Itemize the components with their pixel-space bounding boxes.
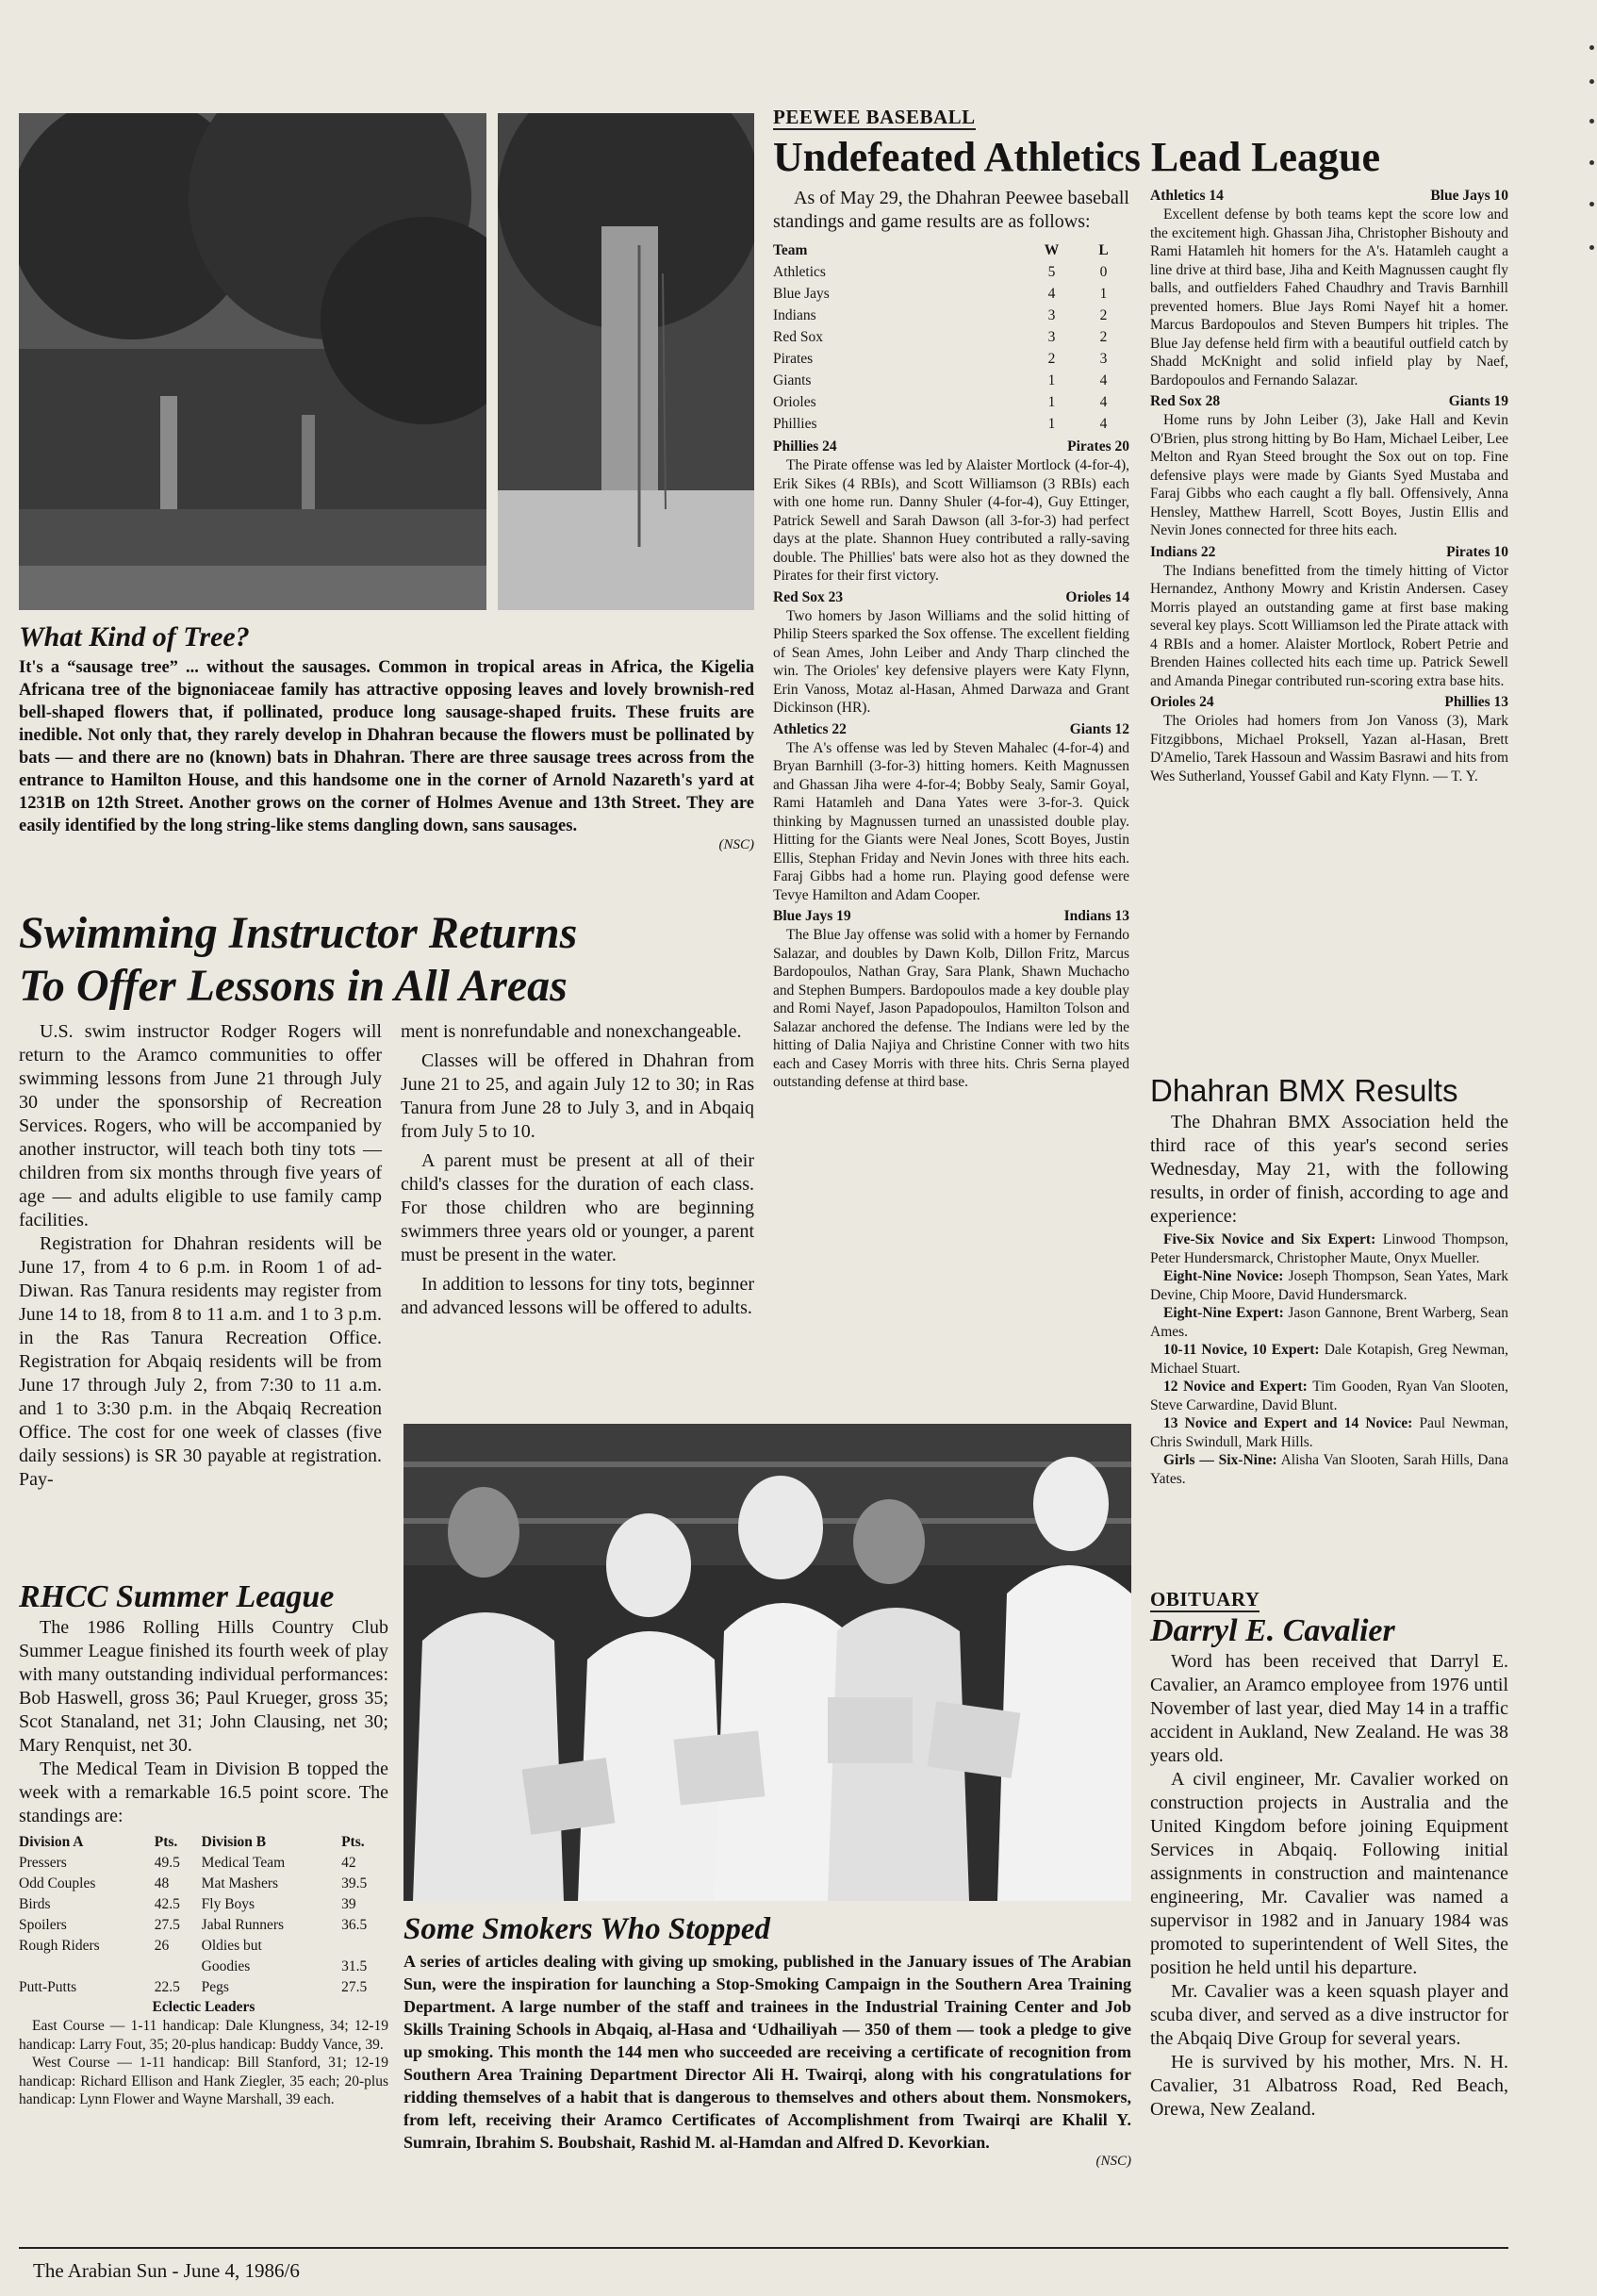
obit-p2: A civil engineer, Mr. Cavalier worked on construction projects in Australia and the United Kingdom before joining Equipment Services in Abqaiq. Following initial assignments in construction and maintenance engineering, Mr. Cavalier was named a supervisor in 1982 and in January 1984 was promoted to superintendent of Well Sites, the position he held until his departure. — [1150, 1769, 1508, 1978]
obit-kicker: OBITUARY — [1150, 1588, 1260, 1611]
game-report: Excellent defense by both teams kept the score low and the excitement high. Ghassan Jiha, Christopher Bishouty and Rami Hatamleh hit homers for the A's. Hatamleh caught a line drive at third base, Jiha and Keith Magnussen caught fly balls, and outfielders Fahed Chaudhry and Travis Barnhill prevented homers. Blue Jays Romi Nayef hit a homer. Marcus Bardopoulos and Steven Bumpers hit triples. The Blue Jay defense held firm with a beautiful outfield catch by Shadd McKnight and solid infield play by Naef, Bardopoulos and Fernando Salazar. — [1150, 206, 1508, 388]
peewee-kicker: PEEWEE BASEBALL — [773, 106, 976, 128]
table-row: Rough Riders 26 Oldies but — [19, 1938, 262, 1954]
rhcc-standings-table — [19, 1832, 388, 1998]
game-report: The A's offense was led by Steven Mahalec (4-for-4) and Bryan Barnhill (3-for-3) hitting homers. Keith Magnussen and Ghassan Jiha were 4-for-4; Bobby Sealy, Samir Goyal, Rami Hatamleh and Dana Yates were 3-for-3. Quick thinking by Magnussen turned an unassisted double play. Hitting for the Giants were Neal Jones, Scott Boyes, Justin Ellis, Stephan Friday and Nevin Jones with three hits each. Faraj Gibbs had a home run. Playing good defense were Tevye Hamilton and Adam Cooper. — [773, 739, 1129, 903]
swim-col1-p2: Registration for Dhahran residents will be June 17, from 4 to 6 p.m. in Room 1 of ad-Diwan. Ras Tanura residents may register from June 14 to 18, from 8 to 11 a.m. and 1 to 3 p.m. in the Ras Tanura Recreation Office. Registration for Abqaiq residents will be from June 17 through July 2, from 7:30 to 11 a.m. and 1 to 3:30 p.m. in the Abqaiq Recreation Office. The cost for one week of classes (five daily sessions) is SR 30 payable at registration. Pay- — [19, 1233, 382, 1490]
col-division-b: Division B — [201, 1834, 267, 1850]
obit-p1: Word has been received that Darryl E. Cavalier, an Aramco employee from 1976 until November of last year, died May 14 in a traffic accident in Aukland, New Zealand. He was 38 years old. — [1150, 1651, 1508, 1766]
margin-dot — [1589, 119, 1594, 124]
peewee-standings-table — [773, 240, 1129, 435]
smokers-body: A series of articles dealing with giving up smoking, published in the January issues of The Arabian Sun, were the inspiration for launching a Stop-Smoking Campaign in the Southern Area Training Department. A large number of the staff and trainees in the Industrial Training Center and Job Skills Training Schools in Abqaiq, al-Hasa and ‘Udhailiyah — 350 of them — took a pledge to give up smoking. This month the 144 men who succeeded are receiving a certificate of recognition from Southern Area Training Department Director Ali H. Twairqi, along with his congratulations for ridding themselves of a habit that is dangerous to themselves and others about them. Nonsmokers, from left, receiving their Aramco Certificates of Accomplishment from Twairqi are Khalil Y. Sumrain, Ibrahim S. Boubshait, Rashid M. al-Hamdan and Alfred D. Kevorkian. — [403, 1952, 1131, 2152]
table-row: Athletics 5 0 — [773, 264, 1108, 280]
bmx-result: Eight-Nine Expert: Jason Gannone, Brent Warberg, Sean Ames. — [1150, 1305, 1509, 1340]
swim-col2-p4: In addition to lessons for tiny tots, beginner and advanced lessons will be offered to adults. — [401, 1274, 754, 1318]
footer-text: The Arabian Sun - June 4, 1986/6 — [33, 2259, 300, 2282]
table-row: Odd Couples 48 Mat Mashers 39.5 — [19, 1875, 368, 1891]
margin-dot — [1589, 45, 1594, 50]
col-l: L — [1098, 242, 1109, 258]
obit-p3: Mr. Cavalier was a keen squash player and scuba diver, and served as a dive instructor for the Abqaiq Dive Group for several years. — [1150, 1981, 1508, 2049]
tree-credit: (NSC) — [718, 837, 754, 852]
table-row: Putt-Putts 22.5 Pegs 27.5 — [19, 1979, 368, 1995]
peewee-intro: As of May 29, the Dhahran Peewee baseball standings and game results are as follows: — [773, 188, 1129, 232]
obit-p4: He is survived by his mother, Mrs. N. H. Cavalier, 31 Albatross Road, Red Beach, Orewa, New Zealand. — [1150, 2052, 1508, 2120]
smokers-credit: (NSC) — [1095, 2154, 1131, 2169]
table-row: Indians 3 2 — [773, 307, 1108, 323]
bmx-result: 10-11 Novice, 10 Expert: Dale Kotapish, Greg Newman, Michael Stuart. — [1150, 1342, 1508, 1377]
bmx-intro: The Dhahran BMX Association held the third race of this year's second series Wednesday, May 21, with the following results, in order of finish, according to age and experience: — [1150, 1112, 1508, 1227]
margin-dot — [1589, 79, 1594, 84]
game-report: Home runs by John Leiber (3), Jake Hall and Kevin O'Brien, plus strong hitting by Bo Ham, Michael Leiber, Lee Melton and Ryan Steed brought the Sox out on top. Fine defensive plays were made by Giants Syed Mustaba and Faraj Gibbs who each caught a fly ball. Offensively, Anna Hensley, Matthew Harrell, Scott Boyes, Justin Ellis and Nevin Jones connected for three hits each. — [1150, 412, 1508, 538]
smokers-heading: Some Smokers Who Stopped — [403, 1912, 771, 1946]
game-header: Indians 22 Pirates 10 — [1150, 543, 1508, 560]
swim-col2-p2: Classes will be offered in Dhahran from June 21 to 25, and again July 12 to 30; in Ras Tanura from June 28 to July 3, and in Abqaiq from July 5 to 10. — [401, 1050, 754, 1142]
game-header: Red Sox 28 Giants 19 — [1150, 393, 1508, 409]
rhcc-east: East Course — 1-11 handicap: Dale Klungness, 34; 12-19 handicap: Larry Fout, 35; 20-plus handicap: Buddy Vance, 39. — [19, 2018, 388, 2053]
bmx-result: 13 Novice and Expert and 14 Novice: Paul Newman, Chris Swindull, Mark Hills. — [1150, 1415, 1509, 1450]
col-pts-b: Pts. — [341, 1834, 365, 1850]
table-row: Blue Jays 4 1 — [773, 286, 1108, 302]
margin-dot — [1589, 160, 1594, 165]
rhcc-p1: The 1986 Rolling Hills Country Club Summer League finished its fourth week of play with many outstanding individual performances: Bob Haswell, gross 36; Paul Krueger, gross 35; Scot Stanaland, net 31; John Clausing, net 30; Mary Renquist, net 30. — [19, 1617, 388, 1756]
col-w: W — [1044, 242, 1060, 258]
smokers-photo — [403, 1424, 1131, 1901]
swim-col2-p1: ment is nonrefundable and nonexchangeable. — [401, 1021, 742, 1042]
bmx-result: 12 Novice and Expert: Tim Gooden, Ryan Van Slooten, Steve Carwardine, David Blunt. — [1150, 1379, 1508, 1413]
game-report: Two homers by Jason Williams and the solid hitting of Philip Steers sparked the Sox offense. The excellent fielding of Sean Ames, John Leiber and Andy Tharp clinched the win. The Orioles' key defensive players were Katy Flynn, Erin Vanoss, Motaz al-Hasan, Ahmed Darwaza and Grant Dickinson (HR). — [773, 607, 1129, 716]
rhcc-eclectic-heading: Eclectic Leaders — [152, 1999, 255, 2015]
col-division-a: Division A — [19, 1834, 84, 1850]
peewee-headline: Undefeated Athletics Lead League — [773, 134, 1381, 180]
game-report: The Pirate offense was led by Alaister Mortlock (4-for-4), Erik Sikes (4 RBIs), and Scott Williamson (3 RBIs) each with one home run. Danny Shuler (4-for-4), Guy Ettinger, Patrick Sewell and Sarah Dawson (all 3-for-3) had perfect days at the plate. Shannon Huey contributed a rally-saving double. The Phillies' bats were also hot as they downed the Pirates for their first victory. — [773, 457, 1129, 584]
game-report: The Indians benefitted from the timely hitting of Victor Hernandez, Anthony Mowry and Kristin Andersen. Casey Morris played an outstanding game at first base making several key plays. Scott Williamson led the Pirate attack with 4 RBIs and a homer. Alaister Mortlock, Robert Petrie and Brenden Haines collected hits each time up. Patrick Sewell and Amanda Pinegar contributed run-scoring extra base hits. — [1150, 562, 1508, 689]
table-row: Birds 42.5 Fly Boys 39 — [19, 1896, 356, 1912]
table-row: Red Sox 3 2 — [773, 329, 1108, 345]
table-row: Orioles 1 4 — [773, 394, 1108, 410]
col-pts-a: Pts. — [154, 1834, 178, 1850]
game-header: Orioles 24 Phillies 13 — [1150, 694, 1508, 710]
obit-headline: Darryl E. Cavalier — [1150, 1613, 1395, 1648]
table-row: Phillies 1 4 — [773, 416, 1108, 432]
rhcc-heading: RHCC Summer League — [19, 1579, 335, 1614]
margin-dot — [1589, 245, 1594, 250]
rhcc-p2: The Medical Team in Division B topped the week with a remarkable 16.5 point score. The standings are: — [19, 1759, 388, 1826]
bmx-headline: Dhahran BMX Results — [1150, 1073, 1458, 1108]
table-row: Goodies 31.5 — [201, 1958, 368, 1974]
game-header: Athletics 22 Giants 12 — [773, 720, 1129, 737]
bmx-result: Eight-Nine Novice: Joseph Thompson, Sean Yates, Mark Devine, Chip Moore, David Hundersmarck. — [1150, 1268, 1509, 1303]
col-team: Team — [773, 242, 808, 258]
table-row: Pressers 49.5 Medical Team 42 — [19, 1855, 356, 1871]
game-report: The Blue Jay offense was solid with a homer by Fernando Salazar, and doubles by Dawn Kolb, Dillon Fritz, Marcus Bardopoulos, Nathan Gray, Sara Plank, Shawn Muchacho and Stephen Bumpers. Bardopoulos made a key double play and Romi Nayef, Jason Papadopoulos, Hamilton Tolson and Salazar anchored the defense. The Indians were led by the hitting of Dalia Najiya and Christine Conner with two hits each and Casey Morris with three hits. Chris Serna played outstanding defense at third base. — [773, 927, 1129, 1090]
game-header: Athletics 14 Blue Jays 10 — [1150, 188, 1508, 204]
swim-headline — [19, 907, 754, 1013]
swim-col1-p1: U.S. swim instructor Rodger Rogers will return to the Aramco communities to offer swimming lessons from June 21 through July 30 under the sponsorship of Recreation Services. Rogers, who will be accompanied by another instructor, will teach both tiny tots — children from six months through five years of age — and adults eligible to use family camp facilities. — [19, 1021, 382, 1231]
table-row: Spoilers 27.5 Jabal Runners 36.5 — [19, 1917, 368, 1933]
swim-headline-line2: To Offer Lessons in All Areas — [19, 961, 568, 1011]
rhcc-west: West Course — 1-11 handicap: Bill Stanford, 31; 12-19 handicap: Richard Ellison and Hank Ziegler, 35 each; 20-plus handicap: Lynn Flower and Wayne Marshall, 39 each. — [19, 2055, 388, 2107]
tree-body: It's a “sausage tree” ... without the sausages. Common in tropical areas in Africa, the Kigelia Africana tree of the bignoniaceae family has attractive opposing leaves and lovely brownish-red bell-shaped flowers that, if pollinated, produce long sausage-shaped fruits. These fruits are inedible. Not only that, they rarely develop in Dhahran because the flowers must be pollinated by bats — and there are no (known) bats in Dhahran. There are three sausage trees across from the entrance to Hamilton House, and this handsome one in the corner of Arnold Nazareth's yard at 1231B on 12th Street. Another grows on the corner of Holmes Avenue and 13th Street. They are easily identified by the long string-like stems dangling down, sans sausages. — [19, 658, 754, 835]
game-header: Blue Jays 19 Indians 13 — [773, 908, 1129, 924]
rhcc-table-header — [19, 1832, 388, 1853]
tree-heading: What Kind of Tree? — [19, 621, 250, 652]
tree-photo-left — [19, 113, 486, 610]
margin-dot — [1589, 202, 1594, 206]
footer-rule — [19, 2247, 1508, 2249]
tree-photo-right — [498, 113, 754, 610]
bmx-result: Five-Six Novice and Six Expert: Linwood Thompson, Peter Hundersmarck, Christopher Maute, Onyx Mueller. — [1150, 1231, 1508, 1266]
table-row: Giants 1 4 — [773, 372, 1108, 388]
table-row: Pirates 2 3 — [773, 351, 1108, 367]
swim-headline-line1: Swimming Instructor Returns — [19, 908, 578, 958]
game-header: Phillies 24 Pirates 20 — [773, 438, 1129, 454]
standings-header — [773, 240, 1129, 261]
bmx-result: Girls — Six-Nine: Alisha Van Slooten, Sarah Hills, Dana Yates. — [1150, 1452, 1508, 1487]
game-header: Red Sox 23 Orioles 14 — [773, 588, 1129, 605]
swim-col2-p3: A parent must be present at all of their child's classes for the duration of each class. For those children who are beginning swimmers three years old or younger, a parent must be present in the water. — [401, 1150, 754, 1265]
game-report: The Orioles had homers from Jon Vanoss (3), Mark Fitzgibbons, Michael Proksell, Yazan al-Hasan, Brett D'Amelio, Tarek Hassoun and Wassim Basrawi and hits from Wes Sutherland, Youssef Gabil and Katy Flynn. — T. Y. — [1150, 713, 1509, 785]
